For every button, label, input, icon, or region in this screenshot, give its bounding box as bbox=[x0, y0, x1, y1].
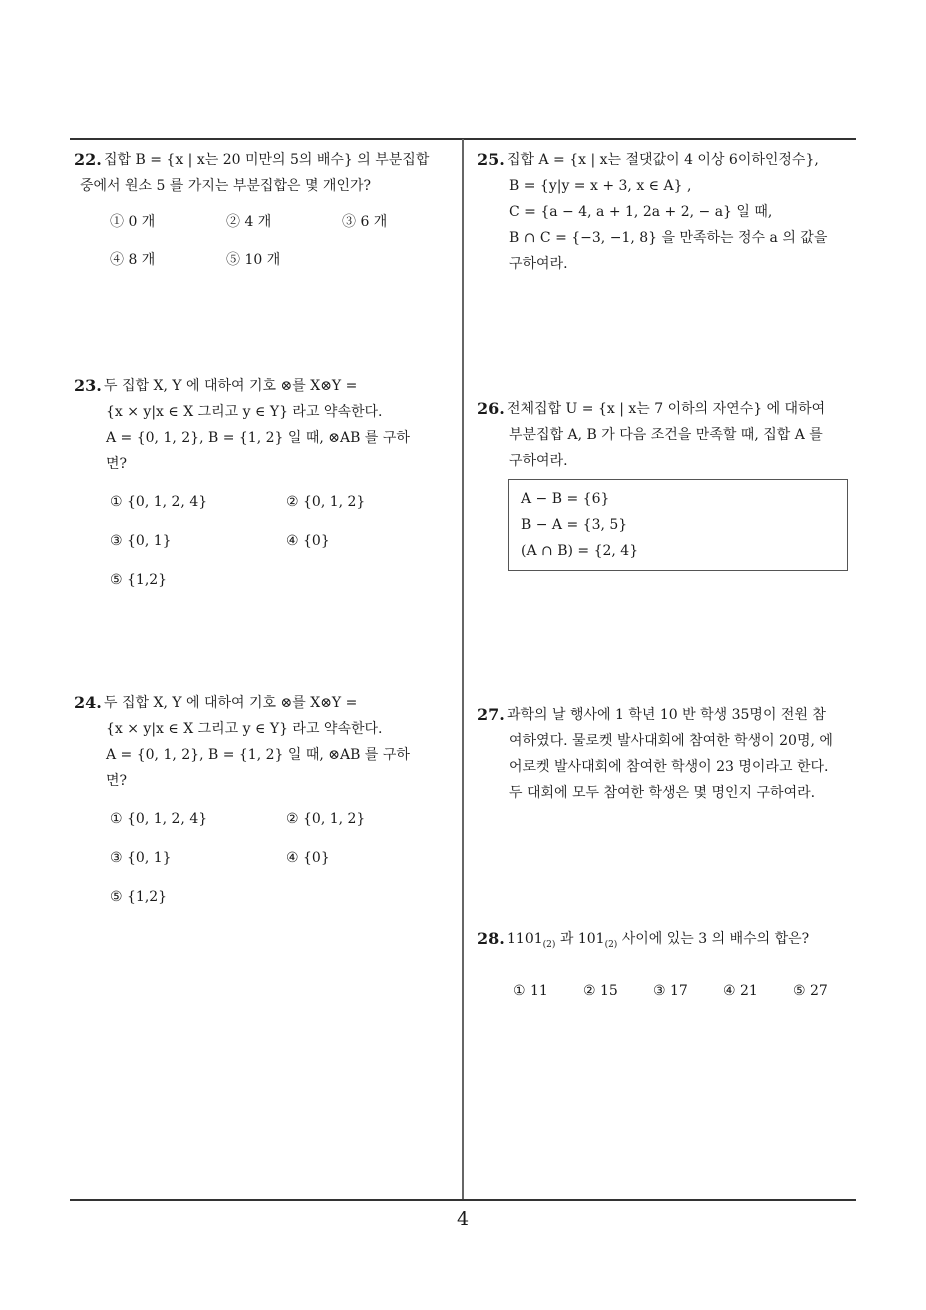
choice-2[interactable]: ② 4 개 bbox=[226, 214, 272, 230]
condition-box bbox=[508, 479, 848, 571]
condition-line: B − A = {3, 5} bbox=[521, 517, 628, 533]
question-27 bbox=[477, 702, 860, 806]
choice-2[interactable]: ② {0, 1, 2} bbox=[286, 811, 366, 827]
answer-choices bbox=[477, 978, 860, 1008]
condition-line: A − B = {6} bbox=[521, 491, 610, 507]
question-text-line: 두 대회에 모두 참여한 학생은 몇 명인지 구하여라. bbox=[509, 785, 816, 801]
choice-5[interactable]: ⑤ 27 bbox=[793, 982, 828, 999]
question-number: 27. bbox=[477, 705, 505, 724]
question-text-line: B = {y|y = x + 3, x ∈ A} , bbox=[509, 178, 692, 194]
question-text-line: 두 집합 X, Y 에 대하여 기호 ⊗를 X⊗Y = bbox=[104, 378, 358, 394]
question-text-line: {x × y|x ∈ X 그리고 y ∈ Y} 라고 약속한다. bbox=[106, 721, 383, 737]
question-text-line: C = {a − 4, a + 1, 2a + 2, − a} 일 때, bbox=[509, 204, 773, 220]
base-subscript: (2) bbox=[542, 939, 556, 950]
question-text-line: 부분집합 A, B 가 다음 조건을 만족할 때, 집합 A 를 bbox=[509, 427, 823, 443]
choice-5[interactable]: ⑤ 10 개 bbox=[226, 252, 281, 268]
choice-4[interactable]: ④ {0} bbox=[286, 533, 330, 549]
choice-4[interactable]: ④ 8 개 bbox=[110, 252, 156, 268]
answer-choices bbox=[74, 806, 456, 916]
page-number: 4 bbox=[456, 1208, 470, 1230]
question-24 bbox=[74, 690, 456, 916]
question-text-line: B ∩ C = {−3, −1, 8} 을 만족하는 정수 a 의 값을 bbox=[509, 230, 828, 246]
question-text-line: 어로켓 발사대회에 참여한 학생이 23 명이라고 한다. bbox=[509, 759, 829, 775]
choice-5[interactable]: ⑤ {1,2} bbox=[110, 572, 168, 588]
question-number: 23. bbox=[74, 376, 102, 395]
bottom-rule bbox=[70, 1199, 856, 1201]
choice-2[interactable]: ② 15 bbox=[583, 982, 618, 999]
question-text-line: 여하였다. 물로켓 발사대회에 참여한 학생이 20명, 에 bbox=[509, 733, 833, 749]
answer-choices bbox=[74, 489, 456, 599]
question-number: 22. bbox=[74, 150, 102, 169]
question-text-line: 과학의 날 행사에 1 학년 10 반 학생 35명이 전원 참 bbox=[507, 707, 826, 723]
base-subscript: (2) bbox=[604, 939, 618, 950]
choice-3[interactable]: ③ {0, 1} bbox=[110, 850, 172, 866]
question-text-line: 집합 A = {x | x는 절댓값이 4 이상 6이하인정수}, bbox=[507, 152, 819, 168]
choice-3[interactable]: ③ 6 개 bbox=[342, 214, 388, 230]
condition-line: (A ∩ B) = {2, 4} bbox=[521, 543, 639, 559]
question-25 bbox=[477, 147, 860, 277]
choice-1[interactable]: ① {0, 1, 2, 4} bbox=[110, 494, 208, 510]
question-number: 25. bbox=[477, 150, 505, 169]
text-fragment: 사이에 있는 3 의 배수의 합은? bbox=[617, 931, 810, 947]
binary-number-a: 1101 bbox=[507, 931, 543, 947]
question-text-line: 면? bbox=[106, 773, 128, 789]
question-23 bbox=[74, 373, 456, 599]
choice-1[interactable]: ① {0, 1, 2, 4} bbox=[110, 811, 208, 827]
choice-4[interactable]: ④ 21 bbox=[723, 982, 758, 999]
question-text-line: 구하여라. bbox=[509, 256, 568, 272]
choice-5[interactable]: ⑤ {1,2} bbox=[110, 889, 168, 905]
choice-4[interactable]: ④ {0} bbox=[286, 850, 330, 866]
question-number: 28. bbox=[477, 929, 505, 948]
answer-choices bbox=[74, 209, 456, 289]
choice-3[interactable]: ③ {0, 1} bbox=[110, 533, 172, 549]
choice-1[interactable]: ① 11 bbox=[513, 982, 548, 999]
text-fragment: 과 bbox=[555, 931, 578, 947]
question-text-line: 중에서 원소 5 를 가지는 부분집합은 몇 개인가? bbox=[80, 178, 371, 194]
question-text-line: A = {0, 1, 2}, B = {1, 2} 일 때, ⊗AB 를 구하 bbox=[106, 430, 410, 446]
choice-1[interactable]: ① 0 개 bbox=[110, 214, 156, 230]
question-text-line: A = {0, 1, 2}, B = {1, 2} 일 때, ⊗AB 를 구하 bbox=[106, 747, 410, 763]
question-number: 24. bbox=[74, 693, 102, 712]
question-28 bbox=[477, 926, 860, 1008]
question-22 bbox=[74, 147, 456, 289]
column-divider bbox=[462, 139, 464, 1199]
question-text-line: 집합 B = {x | x는 20 미만의 5의 배수} 의 부분집합 bbox=[104, 152, 430, 168]
choice-3[interactable]: ③ 17 bbox=[653, 982, 688, 999]
question-text-line: 면? bbox=[106, 456, 128, 472]
question-text-line: 구하여라. bbox=[509, 453, 568, 469]
question-text-line bbox=[507, 926, 809, 958]
question-text-line: 두 집합 X, Y 에 대하여 기호 ⊗를 X⊗Y = bbox=[104, 695, 358, 711]
question-text-line: {x × y|x ∈ X 그리고 y ∈ Y} 라고 약속한다. bbox=[106, 404, 383, 420]
binary-number-b: 101 bbox=[577, 931, 605, 947]
question-number: 26. bbox=[477, 399, 505, 418]
question-26 bbox=[477, 396, 860, 474]
choice-2[interactable]: ② {0, 1, 2} bbox=[286, 494, 366, 510]
question-text-line: 전체집합 U = {x | x는 7 이하의 자연수} 에 대하여 bbox=[507, 401, 826, 417]
